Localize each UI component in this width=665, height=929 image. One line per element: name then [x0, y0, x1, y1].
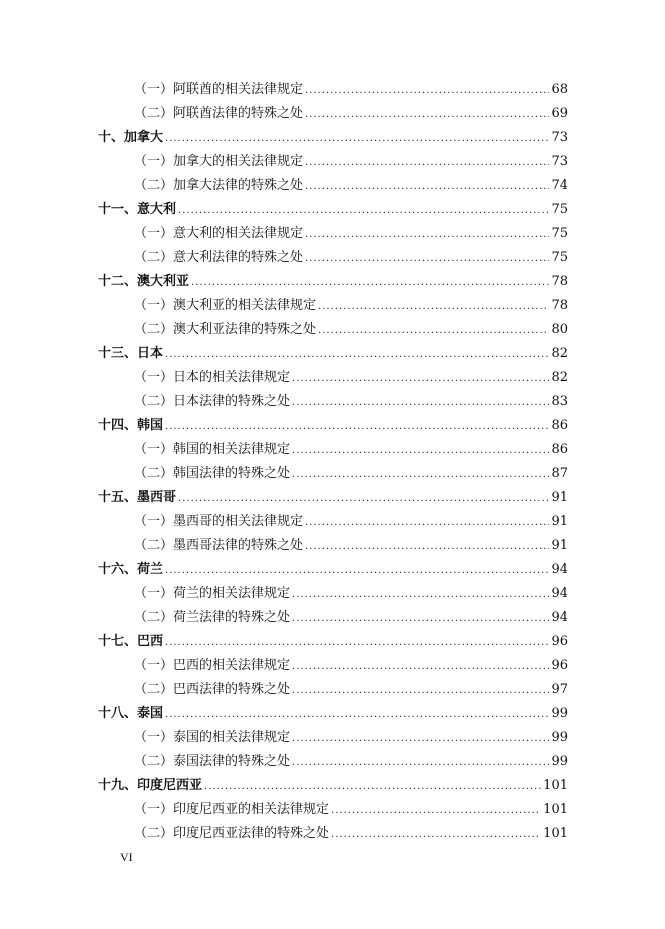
toc-entry-page: 74 — [551, 178, 568, 193]
toc-section-entry[interactable] — [98, 78, 568, 102]
dot-leader — [305, 247, 549, 271]
toc-entry-page: 91 — [551, 490, 568, 505]
toc-entry-page: 73 — [551, 130, 568, 145]
toc-entry-title: （二）意大利法律的特殊之处 — [134, 250, 304, 265]
dot-leader — [165, 631, 549, 655]
toc-entry-page: 86 — [551, 442, 568, 457]
toc-section-entry[interactable] — [98, 246, 568, 270]
toc-section-entry[interactable] — [98, 150, 568, 174]
toc-chapter-entry[interactable] — [98, 342, 568, 366]
dot-leader — [305, 151, 549, 175]
toc-entry-title: （一）荷兰的相关法律规定 — [134, 586, 291, 601]
toc-entry-title: （一）泰国的相关法律规定 — [134, 730, 291, 745]
dot-leader — [305, 79, 549, 103]
dot-leader — [292, 367, 549, 391]
toc-entry-title: 十、加拿大 — [98, 130, 164, 145]
table-of-contents — [98, 78, 568, 846]
toc-entry-title: （一）澳大利亚的相关法律规定 — [134, 298, 317, 313]
toc-chapter-entry[interactable] — [98, 414, 568, 438]
toc-section-entry[interactable] — [98, 726, 568, 750]
toc-entry-title: （一）加拿大的相关法律规定 — [134, 154, 304, 169]
toc-section-entry[interactable] — [98, 102, 568, 126]
toc-entry-title: （二）荷兰法律的特殊之处 — [134, 610, 291, 625]
toc-entry-page: 99 — [551, 730, 568, 745]
dot-leader — [331, 823, 541, 847]
toc-entry-title: （一）墨西哥的相关法律规定 — [134, 514, 304, 529]
toc-entry-page: 97 — [551, 682, 568, 697]
dot-leader — [292, 655, 549, 679]
toc-entry-page: 96 — [551, 634, 568, 649]
toc-entry-title: 十四、韩国 — [98, 418, 164, 433]
toc-section-entry[interactable] — [98, 438, 568, 462]
toc-chapter-entry[interactable] — [98, 486, 568, 510]
toc-entry-title: 十六、荷兰 — [98, 562, 164, 577]
dot-leader — [204, 775, 541, 799]
toc-entry-page: 82 — [551, 346, 568, 361]
toc-section-entry[interactable] — [98, 750, 568, 774]
toc-entry-page: 78 — [551, 274, 568, 289]
toc-entry-title: （二）泰国法律的特殊之处 — [134, 754, 291, 769]
toc-entry-title: （一）日本的相关法律规定 — [134, 370, 291, 385]
toc-section-entry[interactable] — [98, 462, 568, 486]
dot-leader — [292, 679, 549, 703]
dot-leader — [305, 175, 549, 199]
toc-entry-page: 80 — [551, 322, 568, 337]
toc-chapter-entry[interactable] — [98, 126, 568, 150]
toc-chapter-entry[interactable] — [98, 558, 568, 582]
toc-chapter-entry[interactable] — [98, 270, 568, 294]
toc-chapter-entry[interactable] — [98, 198, 568, 222]
toc-section-entry[interactable] — [98, 510, 568, 534]
dot-leader — [165, 415, 549, 439]
dot-leader — [292, 463, 549, 487]
toc-entry-title: （一）意大利的相关法律规定 — [134, 226, 304, 241]
toc-entry-page: 94 — [551, 586, 568, 601]
dot-leader — [292, 583, 549, 607]
dot-leader — [318, 295, 549, 319]
toc-section-entry[interactable] — [98, 678, 568, 702]
toc-entry-title: （二）墨西哥法律的特殊之处 — [134, 538, 304, 553]
toc-entry-page: 78 — [551, 298, 568, 313]
page-number: VI — [120, 850, 133, 864]
toc-entry-title: 十二、澳大利亚 — [98, 274, 190, 289]
dot-leader — [165, 343, 549, 367]
toc-section-entry[interactable] — [98, 822, 568, 846]
toc-entry-page: 94 — [551, 562, 568, 577]
toc-entry-page: 101 — [543, 826, 568, 841]
toc-entry-page: 75 — [551, 250, 568, 265]
toc-entry-title: 十七、巴西 — [98, 634, 164, 649]
dot-leader — [165, 127, 549, 151]
toc-entry-title: （一）印度尼西亚的相关法律规定 — [134, 802, 330, 817]
dot-leader — [305, 103, 549, 127]
dot-leader — [292, 727, 549, 751]
toc-entry-page: 83 — [551, 394, 568, 409]
toc-section-entry[interactable] — [98, 606, 568, 630]
dot-leader — [318, 319, 549, 343]
toc-entry-title: 十八、泰国 — [98, 706, 164, 721]
toc-entry-page: 99 — [551, 706, 568, 721]
dot-leader — [292, 439, 549, 463]
toc-entry-page: 75 — [551, 202, 568, 217]
toc-section-entry[interactable] — [98, 174, 568, 198]
toc-entry-title: （二）印度尼西亚法律的特殊之处 — [134, 826, 330, 841]
toc-entry-page: 91 — [551, 538, 568, 553]
toc-section-entry[interactable] — [98, 222, 568, 246]
toc-entry-title: （一）韩国的相关法律规定 — [134, 442, 291, 457]
dot-leader — [165, 703, 549, 727]
toc-entry-title: （一）巴西的相关法律规定 — [134, 658, 291, 673]
toc-entry-title: （一）阿联酋的相关法律规定 — [134, 82, 304, 97]
toc-section-entry[interactable] — [98, 534, 568, 558]
toc-entry-page: 87 — [551, 466, 568, 481]
toc-entry-page: 94 — [551, 610, 568, 625]
dot-leader — [305, 223, 549, 247]
toc-section-entry[interactable] — [98, 798, 568, 822]
toc-entry-title: 十一、意大利 — [98, 202, 177, 217]
toc-section-entry[interactable] — [98, 366, 568, 390]
toc-entry-title: （二）日本法律的特殊之处 — [134, 394, 291, 409]
toc-entry-title: （二）韩国法律的特殊之处 — [134, 466, 291, 481]
toc-entry-title: （二）加拿大法律的特殊之处 — [134, 178, 304, 193]
dot-leader — [191, 271, 549, 295]
dot-leader — [305, 511, 549, 535]
dot-leader — [178, 199, 549, 223]
dot-leader — [292, 607, 549, 631]
toc-entry-page: 82 — [551, 370, 568, 385]
toc-entry-title: 十九、印度尼西亚 — [98, 778, 203, 793]
toc-chapter-entry[interactable] — [98, 702, 568, 726]
toc-chapter-entry[interactable] — [98, 774, 568, 798]
dot-leader — [305, 535, 549, 559]
toc-section-entry[interactable] — [98, 390, 568, 414]
toc-entry-page: 73 — [551, 154, 568, 169]
dot-leader — [331, 799, 541, 823]
toc-entry-page: 68 — [551, 82, 568, 97]
toc-entry-title: 十五、墨西哥 — [98, 490, 177, 505]
toc-entry-page: 69 — [551, 106, 568, 121]
toc-chapter-entry[interactable] — [98, 630, 568, 654]
dot-leader — [178, 487, 549, 511]
toc-entry-title: （二）巴西法律的特殊之处 — [134, 682, 291, 697]
toc-section-entry[interactable] — [98, 654, 568, 678]
toc-section-entry[interactable] — [98, 582, 568, 606]
toc-entry-title: 十三、日本 — [98, 346, 164, 361]
toc-entry-page: 101 — [543, 802, 568, 817]
toc-entry-title: （二）阿联酋法律的特殊之处 — [134, 106, 304, 121]
dot-leader — [292, 391, 549, 415]
toc-entry-page: 86 — [551, 418, 568, 433]
toc-section-entry[interactable] — [98, 318, 568, 342]
dot-leader — [165, 559, 549, 583]
toc-entry-page: 99 — [551, 754, 568, 769]
toc-entry-page: 96 — [551, 658, 568, 673]
toc-section-entry[interactable] — [98, 294, 568, 318]
toc-entry-title: （二）澳大利亚法律的特殊之处 — [134, 322, 317, 337]
toc-entry-page: 91 — [551, 514, 568, 529]
dot-leader — [292, 751, 549, 775]
toc-entry-page: 75 — [551, 226, 568, 241]
toc-entry-page: 101 — [543, 778, 568, 793]
